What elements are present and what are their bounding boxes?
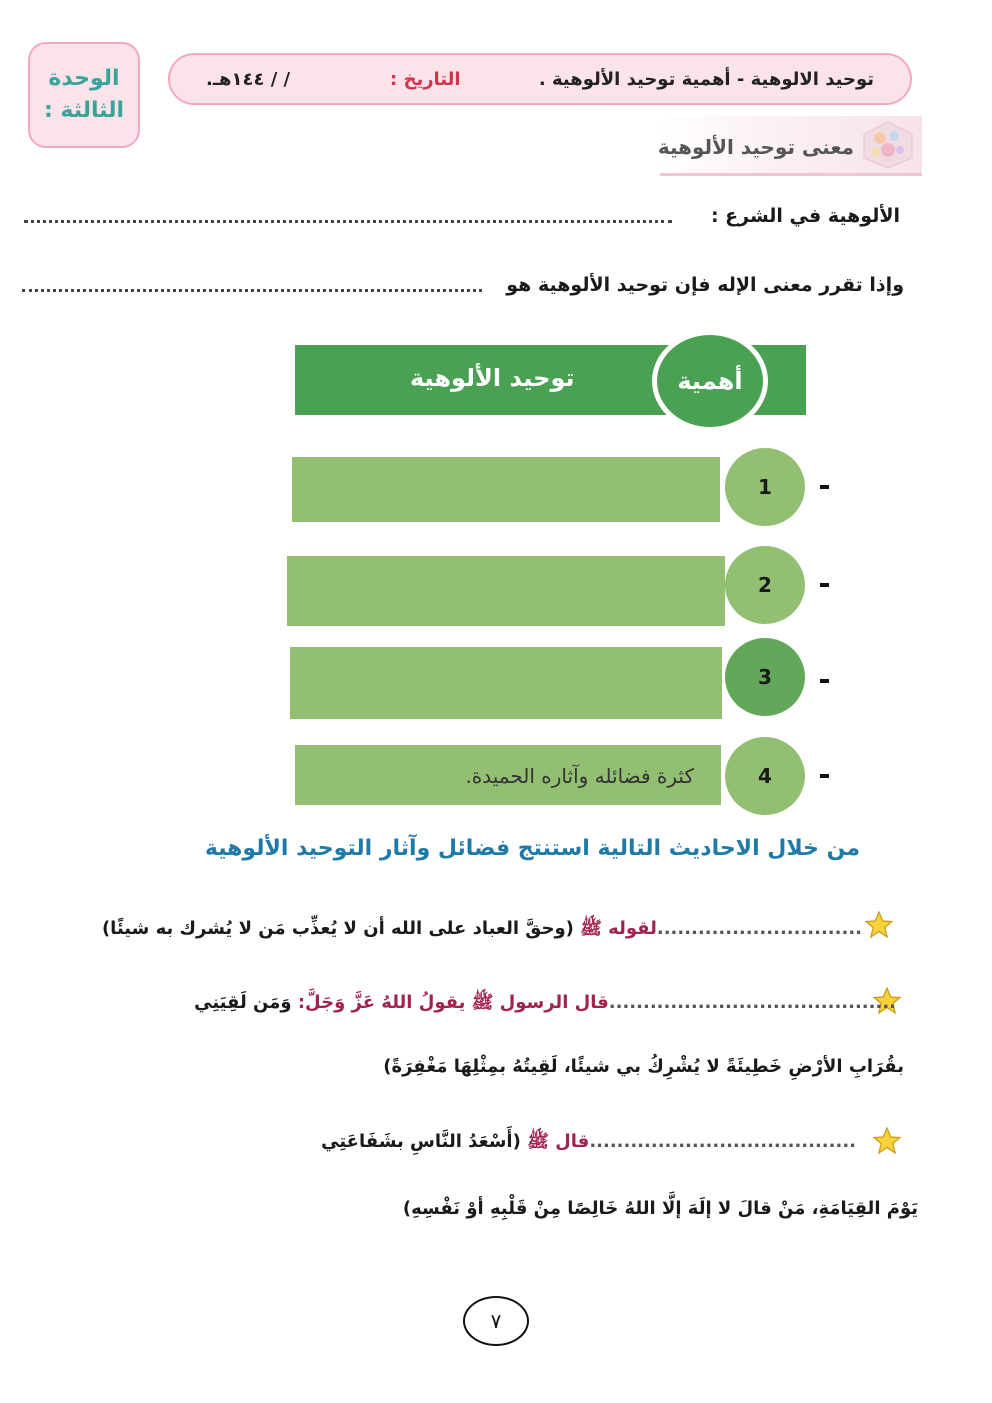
tawheed-meaning-answer-line[interactable] [22,289,482,292]
definition-answer-line[interactable] [24,220,672,223]
hadith-1-answer-dots[interactable]: .............................. [656,918,862,939]
hadith-section-heading: من خلال الاحاديث التالية استنتج فضائل وآثار التوحيد الألوهية [204,836,860,861]
bullet-4 [820,774,829,778]
hadith-2-intro: قال الرسول ﷺ يقولُ اللهُ عَزَّ وَجَلَّ: [297,992,609,1013]
star-icon [864,910,894,940]
hadith-1-intro: لقوله ﷺ [580,918,657,939]
page-number: ٧ [463,1296,529,1346]
section-title: معنى توحيد الألوهية [657,135,854,159]
importance-bar-3[interactable] [290,647,722,719]
hadith-3-intro: قال ﷺ [527,1131,590,1152]
unit-box [28,42,140,148]
banner-title: توحيد الألوهية [410,364,575,392]
hadith-3-line [321,1130,856,1156]
hadith-2-continuation: بقُرَابِ الأرْضِ خَطِيئَةً لا يُشْرِكُ بي شيئًا، لَقِيتُهُ بمِثْلِهَا مَغْفِرَةً) [383,1056,904,1077]
unit-label-line1: الوحدة [48,66,120,91]
hadith-2-line [194,991,896,1017]
number-circle-1: 1 [725,448,805,526]
unit-label-line2: الثالثة : [43,98,125,123]
hadith-3-continuation: يَوْمَ القِيَامَةِ، مَنْ قالَ لا إلَهَ إلَّا اللهُ خَالِصًا مِنْ قَلْبِهِ أوْ نَفْسِهِ) [402,1198,918,1219]
definition-label: الألوهية في الشرع : [710,205,900,227]
lesson-title: توحيد الالوهية - أهمية توحيد الألوهية . [538,69,874,90]
tawheed-meaning-label: وإذا تقرر معنى الإله فإن توحيد الألوهية هو [506,274,904,296]
importance-bar-1[interactable] [292,457,720,522]
hadith-3-answer-dots[interactable]: ....................................... [589,1131,856,1152]
hadith-3-text: (أَسْعَدُ النَّاسِ بشَفَاعَتِي [321,1131,521,1152]
importance-item-4-text: كثرة فضائله وآثاره الحميدة. [465,764,694,788]
hadith-1-line [102,917,862,943]
hadith-1-text: (وحقَّ العباد على الله أن لا يُعذِّب مَن لا يُشرك به شيئًا) [101,918,574,939]
number-circle-3: 3 [725,638,805,716]
bullet-1 [820,485,829,489]
section-heading [657,116,922,176]
importance-bar-2[interactable] [287,556,725,626]
date-label: التاريخ : [390,69,461,90]
decorative-flower-icon [860,120,916,170]
number-circle-4: 4 [725,737,805,815]
star-icon [872,1126,902,1156]
header-bar [168,53,912,105]
hadith-2-answer-dots[interactable]: .......................................... [608,992,896,1013]
number-circle-2: 2 [725,546,805,624]
bullet-3 [820,679,829,683]
hadith-2-text: وَمَن لَقِيَنِي [194,992,292,1013]
bullet-2 [820,583,829,587]
date-value[interactable]: / / ١٤٤هـ. [206,69,291,90]
importance-circle: أهمية [652,330,768,432]
